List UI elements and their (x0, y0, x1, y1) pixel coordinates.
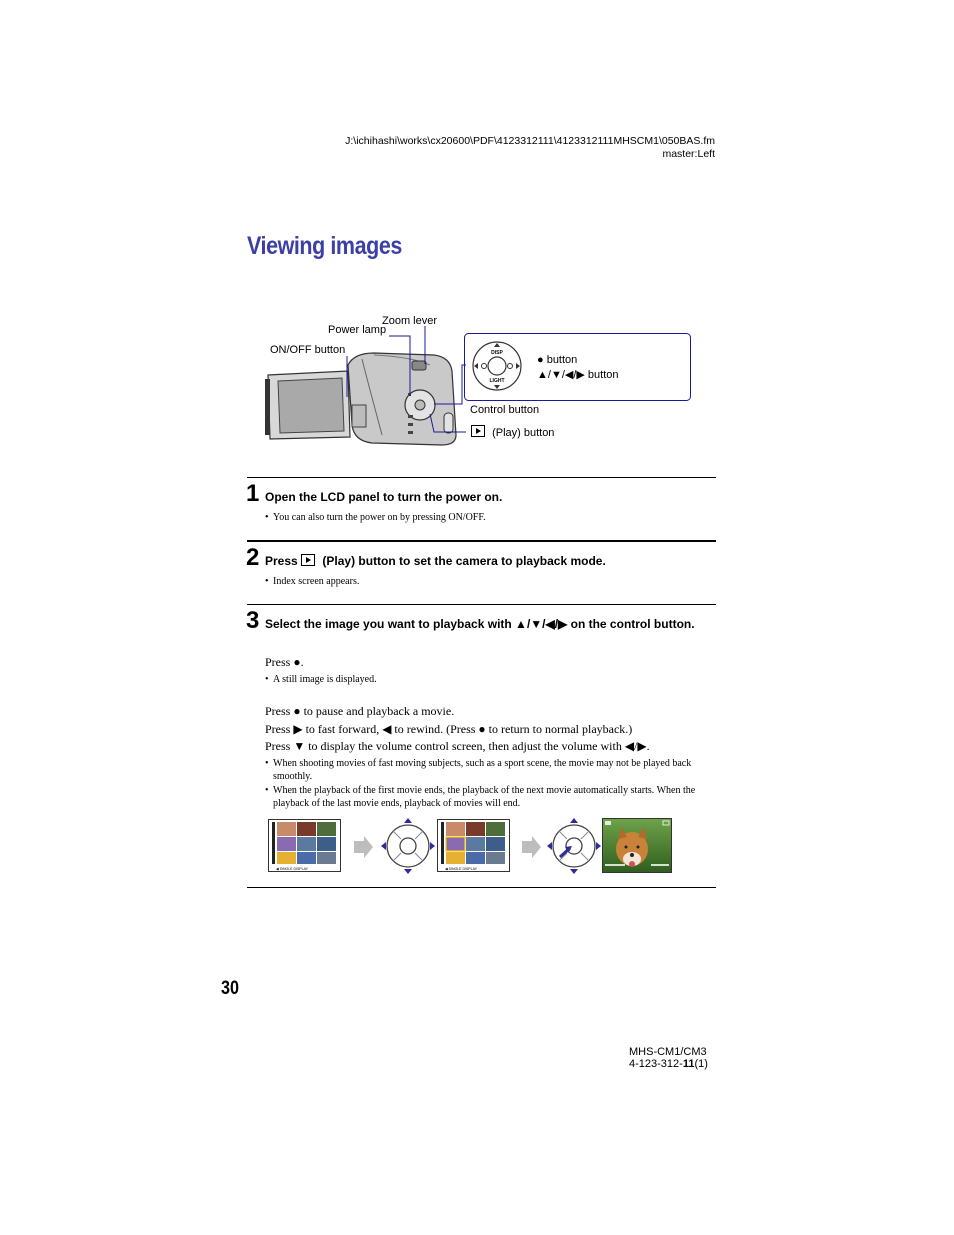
step-1-text: Open the LCD panel to turn the power on. (265, 490, 503, 504)
control-dial-icon (547, 818, 601, 874)
step-1-bullet: • You can also turn the power on by pressing ON/OFF. (265, 512, 486, 523)
divider (247, 604, 716, 605)
movie-note-bullet: • When shooting movies of fast moving subjects, such as a sport scene, the movie may not be played back smoothly. (265, 758, 692, 782)
power-lamp-label: Power lamp (328, 324, 387, 336)
divider (247, 887, 716, 888)
zoom-lever-label: Zoom lever (382, 315, 438, 327)
on-off-button-label: ON/OFF button (270, 344, 346, 356)
playback-sequence-figure (268, 817, 678, 875)
play-button-label: (Play) button (471, 425, 554, 439)
next-arrow-icon (522, 836, 541, 858)
single-image-display (603, 819, 672, 873)
divider (247, 540, 716, 542)
press-center-line: Press ●. (265, 655, 304, 669)
movie-note-bullet: • When the playback of the first movie ends, the playback of the next movie automatically starts. When the playback of the last movie ends, playback of movies will end. (265, 785, 696, 809)
control-button-label: Control button (470, 404, 540, 416)
light-label: LIGHT (489, 378, 505, 384)
step-2-bullet: • Index screen appears. (265, 576, 360, 587)
step-number: 2 (246, 544, 260, 571)
index-caption: ◀ SINGLE DISPLAY (445, 867, 477, 871)
part-code: 4-123-312-11(1) (629, 1058, 708, 1070)
step-number: 3 (246, 607, 260, 634)
disp-label: DISP (491, 350, 503, 356)
arrow-buttons-label: ▲/▼/◀/▶ button (537, 369, 619, 381)
index-caption: ◀ SINGLE DISPLAY (276, 867, 308, 871)
movie-line-forward: Press ▶ to fast forward, ◀ to rewind. (Press ● to return to normal playback.) (265, 722, 633, 736)
control-dial-icon (381, 818, 435, 874)
index-screen-thumbnail (269, 820, 341, 872)
still-image-bullet: • A still image is displayed. (265, 674, 377, 685)
step-number: 1 (246, 480, 260, 507)
page-title: Viewing images (247, 232, 402, 260)
center-button-label: ● button (537, 354, 578, 366)
file-path: J:\ichihashi\works\cx20600\PDF\4123312111\4123312111MHSCM1\050BAS.fm (345, 135, 715, 147)
movie-line-pause: Press ● to pause and playback a movie. (265, 704, 455, 718)
step-2-text: Press (Play) button to set the camera to playback mode. (265, 554, 606, 568)
play-icon (301, 554, 315, 566)
page-number: 30 (221, 978, 239, 999)
next-arrow-icon (354, 836, 373, 858)
movie-line-volume: Press ▼ to display the volume control screen, then adjust the volume with ◀/▶. (265, 739, 650, 753)
left-arrow-icon (470, 360, 490, 374)
play-icon (471, 425, 485, 437)
callout-lines (0, 0, 954, 470)
master-label: master:Left (662, 148, 715, 160)
divider (247, 477, 716, 478)
index-screen-thumbnail (438, 820, 510, 872)
step-3-text: Select the image you want to playback with ▲/▼/◀/▶ on the control button. (265, 617, 695, 631)
model-number: MHS-CM1/CM3 (629, 1046, 707, 1058)
